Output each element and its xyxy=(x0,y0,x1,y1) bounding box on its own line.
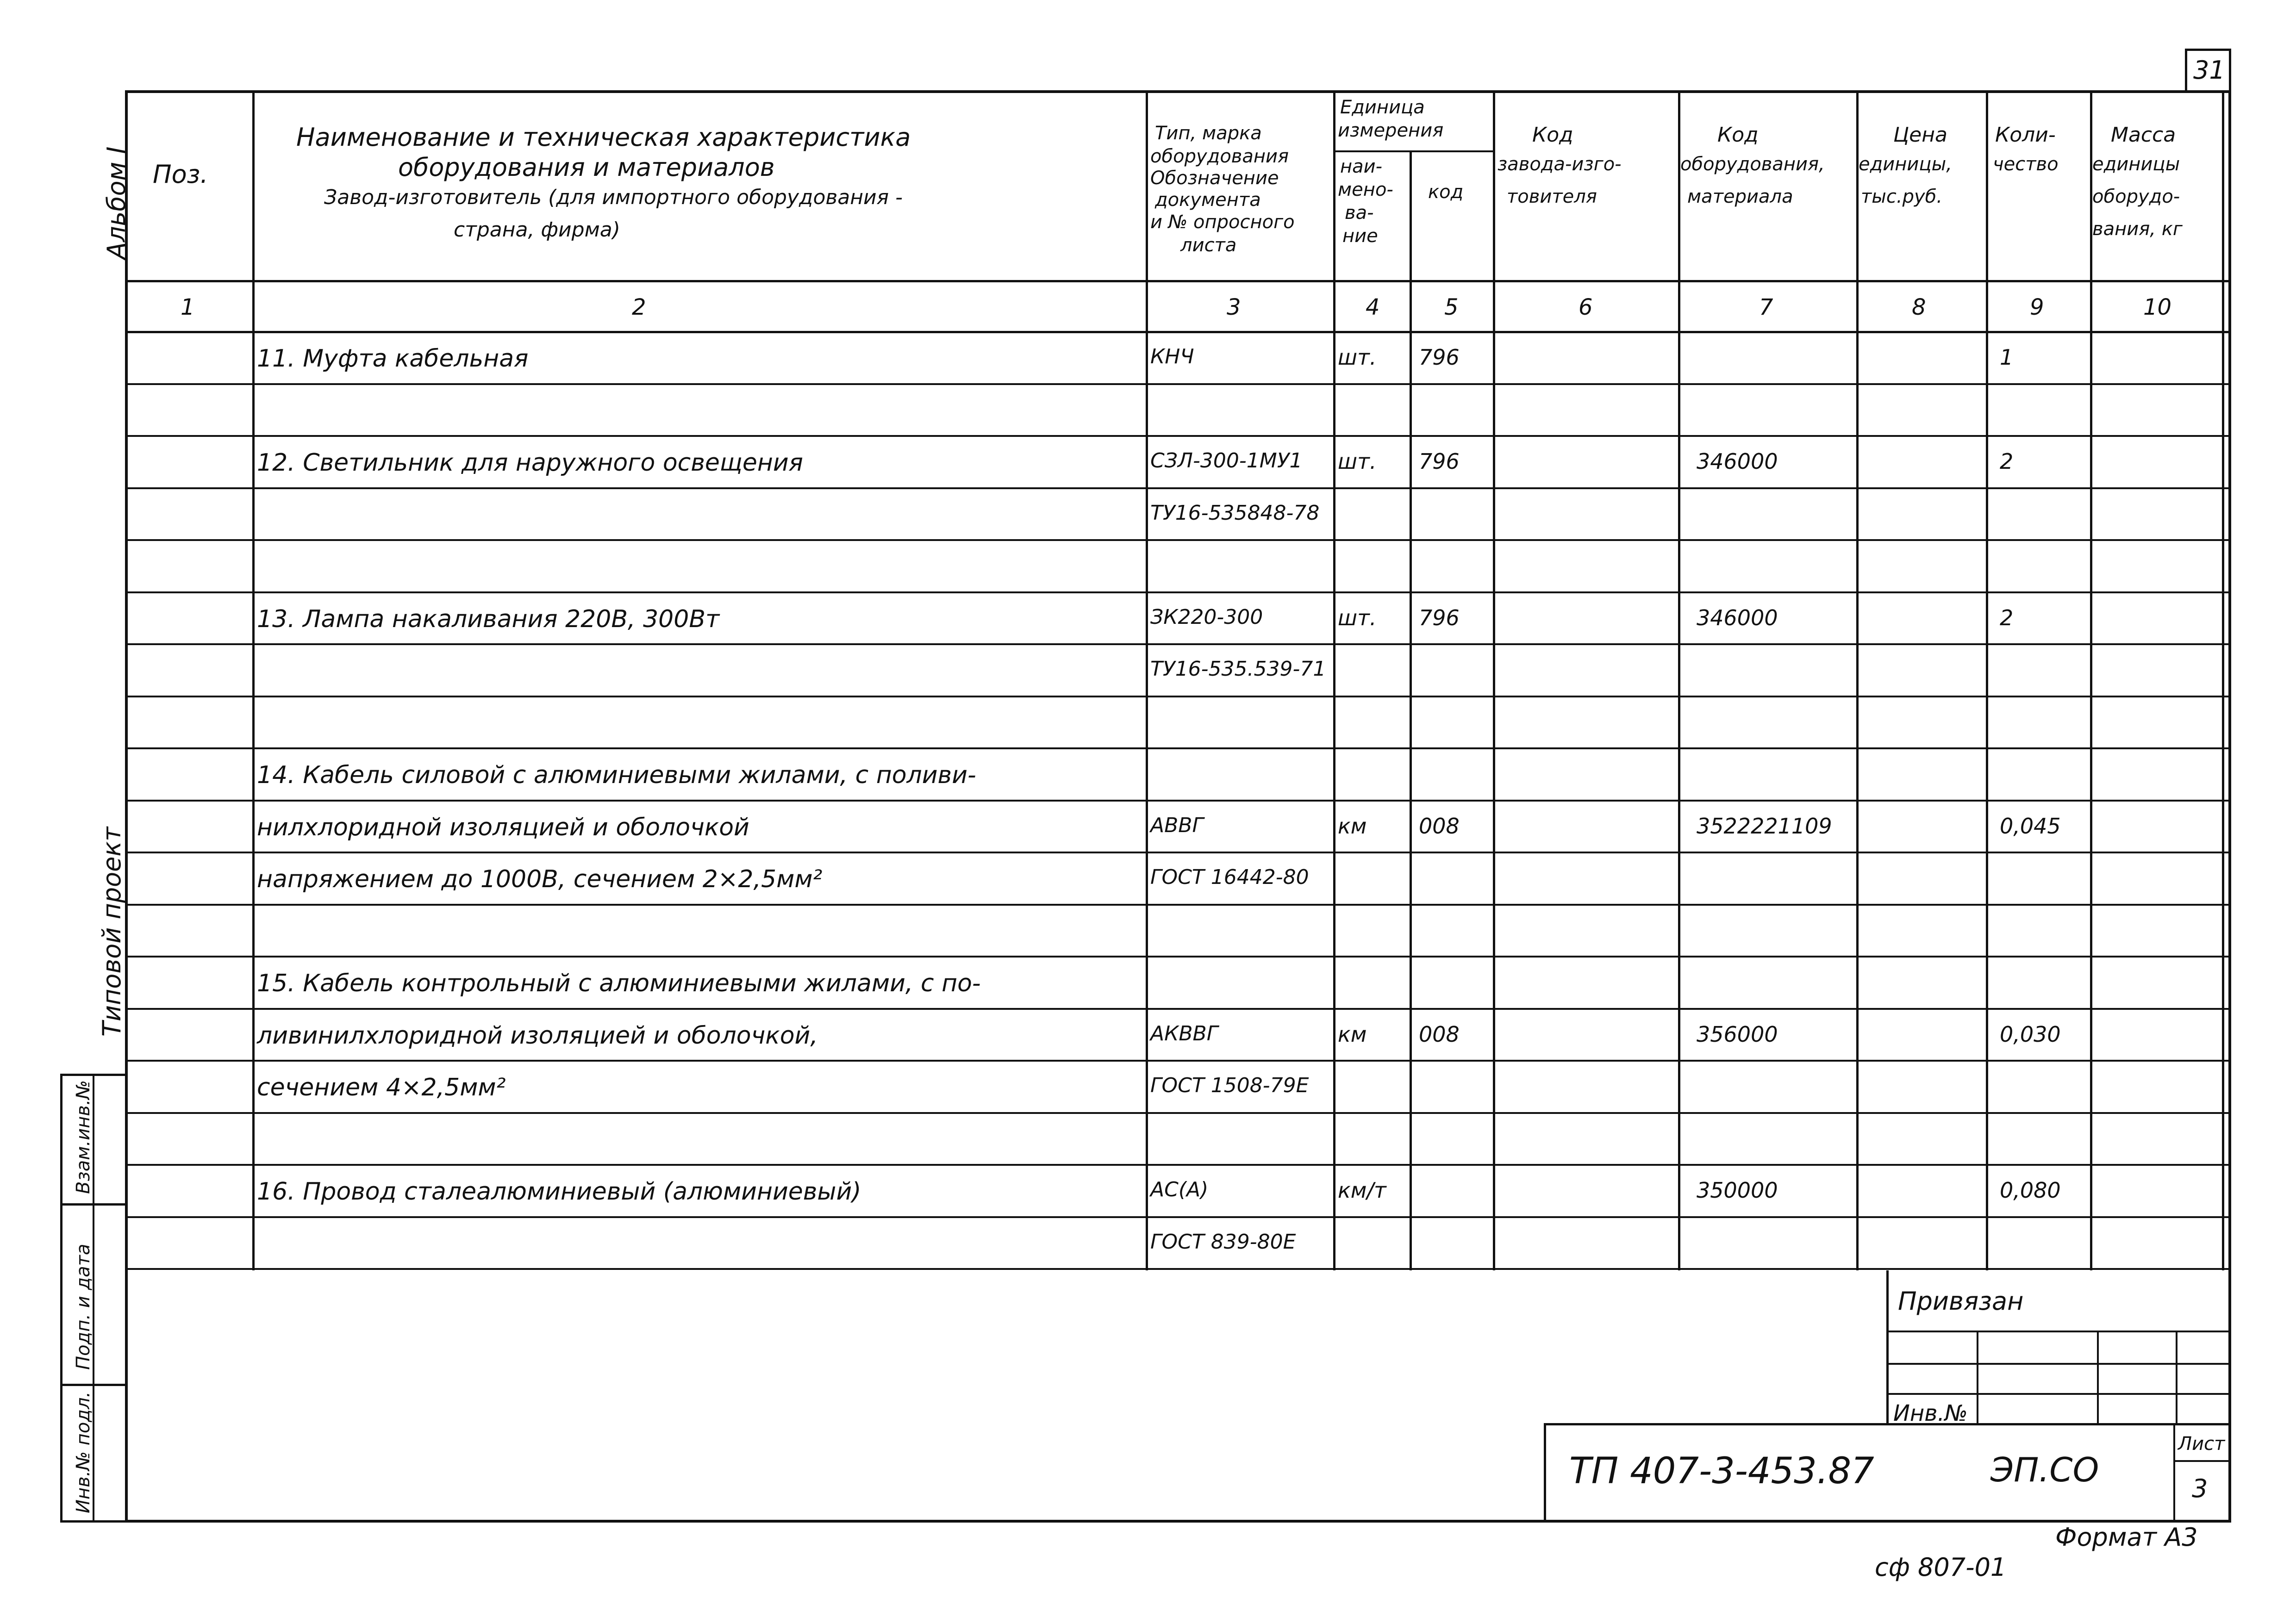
header-type-1: Тип, марка xyxy=(1155,123,1262,144)
colnum-10: 10 xyxy=(2143,294,2172,320)
cell-unit: км xyxy=(1338,1022,1367,1047)
row-line xyxy=(125,696,2231,697)
row-line xyxy=(125,539,2231,541)
cell-type: СЗЛ-300-1МУ1 xyxy=(1150,449,1303,473)
cell-code: 008 xyxy=(1419,1022,1460,1047)
header-equip-2: оборудования, xyxy=(1680,154,1825,175)
header-unit-name-4: ние xyxy=(1342,225,1378,247)
left-margin-line xyxy=(60,1074,62,1523)
col-line-9 xyxy=(2090,93,2092,1270)
colnum-9: 9 xyxy=(2030,294,2044,320)
col-line-10 xyxy=(2222,93,2224,1270)
stamp-sep-1 xyxy=(60,1203,127,1206)
row-line xyxy=(125,487,2231,489)
cell-name: 13. Лампа накаливания 220В, 300Вт xyxy=(257,605,720,633)
tb-sheet-sep xyxy=(2173,1460,2231,1462)
cell-name: 11. Муфта кабельная xyxy=(257,345,529,373)
cell-name: сечением 4×2,5мм² xyxy=(257,1074,506,1101)
cell-unit: шт. xyxy=(1338,345,1377,370)
header-equip-3: материала xyxy=(1687,186,1793,207)
cell-code: 796 xyxy=(1419,605,1460,630)
cell-equip: 350000 xyxy=(1697,1178,1778,1203)
col-line-2 xyxy=(1146,93,1148,1270)
col-line-6 xyxy=(1678,93,1680,1270)
cell-equip: 3522221109 xyxy=(1697,814,1832,839)
colnum-8: 8 xyxy=(1912,294,1926,320)
format-label: Формат А3 xyxy=(2055,1523,2198,1552)
row-line xyxy=(125,435,2231,437)
tied-label: Привязан xyxy=(1898,1287,2024,1316)
cell-equip: 346000 xyxy=(1697,605,1778,630)
header-price-1: Цена xyxy=(1893,123,1947,147)
header-mass-2: единицы xyxy=(2092,154,2180,175)
sheet-value: 3 xyxy=(2192,1474,2208,1503)
doc-mark: ЭП.СО xyxy=(1990,1450,2099,1489)
row-line xyxy=(125,800,2231,802)
header-type-4: документа xyxy=(1155,189,1261,211)
header-qty-2: чество xyxy=(1993,154,2059,175)
tb-doc-left xyxy=(1544,1423,1546,1523)
cell-name: ливинилхлоридной изоляцией и оболочкой, xyxy=(257,1022,818,1050)
cell-type: АС(А) xyxy=(1150,1178,1209,1201)
project-label: Типовой проект xyxy=(97,827,126,1037)
colnum-2: 2 xyxy=(632,294,646,320)
colnum-1: 1 xyxy=(181,294,195,320)
cell-unit: км/т xyxy=(1338,1178,1386,1203)
header-price-2: единицы, xyxy=(1859,154,1952,175)
cell-qty: 1 xyxy=(2000,345,2014,370)
tb-vline-a xyxy=(1886,1270,1889,1423)
cell-qty: 0,080 xyxy=(2000,1178,2061,1203)
col-line-5 xyxy=(1493,93,1495,1270)
stamp-label-3: Инв.№ подл. xyxy=(73,1391,94,1513)
cell-type: КНЧ xyxy=(1150,345,1194,368)
header-type-5: и № опросного xyxy=(1150,211,1295,233)
colnum-bottom xyxy=(125,331,2231,333)
tb-vline-b xyxy=(1977,1331,1978,1423)
colnum-5: 5 xyxy=(1444,294,1459,320)
header-maker-3: товителя xyxy=(1507,186,1597,207)
header-unit-name-2: мено- xyxy=(1338,179,1393,200)
col-line-3 xyxy=(1333,93,1335,1270)
col-line-8 xyxy=(1986,93,1988,1270)
tb-vline-d xyxy=(2176,1331,2177,1423)
doc-number: ТП 407-3-453.87 xyxy=(1569,1450,1874,1492)
header-equip-1: Код xyxy=(1717,123,1759,147)
colnum-7: 7 xyxy=(1759,294,1773,320)
row-line xyxy=(125,852,2231,853)
colnum-3: 3 xyxy=(1227,294,1241,320)
tb-line-2 xyxy=(1886,1363,2231,1365)
header-unit-name-1: наи- xyxy=(1340,156,1383,177)
row-line xyxy=(125,1268,2231,1270)
cell-name: напряжением до 1000В, сечением 2×2,5мм² xyxy=(257,865,823,893)
cell-code: 008 xyxy=(1419,814,1460,839)
sheet-label: Лист xyxy=(2178,1433,2225,1455)
album-label: Альбом I xyxy=(102,146,131,259)
colnum-6: 6 xyxy=(1578,294,1593,320)
header-unit-2: измерения xyxy=(1338,120,1444,141)
row-line xyxy=(125,904,2231,906)
cell-type: ТУ16-535.539-71 xyxy=(1150,657,1326,681)
header-type-2: оборудования xyxy=(1150,146,1289,167)
header-mass-3: оборудо- xyxy=(2092,186,2180,207)
corner-number: 31 xyxy=(2193,56,2225,85)
row-line xyxy=(125,747,2231,749)
header-name-1: Наименование и техническая характеристика xyxy=(296,123,911,152)
col-line-1 xyxy=(252,93,255,1270)
cell-name: 16. Провод сталеалюминиевый (алюминиевый) xyxy=(257,1178,861,1206)
header-maker-2: завода-изго- xyxy=(1497,154,1622,175)
header-qty-1: Коли- xyxy=(1995,123,2056,147)
row-line xyxy=(125,1164,2231,1166)
header-bottom xyxy=(125,280,2231,282)
cell-code: 796 xyxy=(1419,345,1460,370)
cell-qty: 0,030 xyxy=(2000,1022,2061,1047)
cell-type: АКВВГ xyxy=(1150,1022,1218,1045)
row-line xyxy=(125,1112,2231,1114)
stamp-label-2: Подп. и дата xyxy=(73,1244,94,1370)
header-type-3: Обозначение xyxy=(1150,168,1279,189)
header-type-6: листа xyxy=(1180,235,1237,256)
header-unit-name-3: ва- xyxy=(1345,202,1374,224)
cell-name: 15. Кабель контрольный с алюминиевыми жилами, с по- xyxy=(257,970,981,997)
cell-type: ГОСТ 839-80Е xyxy=(1150,1230,1296,1254)
cell-qty: 2 xyxy=(2000,605,2014,630)
tb-line-3 xyxy=(1886,1393,2231,1395)
stamp-top xyxy=(60,1074,127,1076)
header-unit-1: Единица xyxy=(1340,97,1425,118)
stamp-sep-2 xyxy=(60,1384,127,1386)
row-line xyxy=(125,1216,2231,1218)
header-name-2: оборудования и материалов xyxy=(398,153,775,182)
col-line-7 xyxy=(1856,93,1859,1270)
cell-type: ТУ16-535848-78 xyxy=(1150,501,1320,525)
tb-line-4 xyxy=(1544,1423,2231,1425)
tb-sheet-left xyxy=(2173,1423,2175,1523)
row-line xyxy=(125,956,2231,958)
unit-subheader-line xyxy=(1333,150,1493,152)
header-mass-1: Масса xyxy=(2111,123,2176,147)
header-mass-4: вания, кг xyxy=(2092,218,2183,240)
cell-type: ЗК220-300 xyxy=(1150,605,1263,629)
row-line xyxy=(125,383,2231,385)
tb-vline-c xyxy=(2097,1331,2099,1423)
header-name-3: Завод-изготовитель (для импортного оборудования - xyxy=(324,186,903,209)
header-price-3: тыс.руб. xyxy=(1861,186,1943,207)
header-unit-code: код xyxy=(1428,181,1464,203)
cell-unit: шт. xyxy=(1338,605,1377,630)
stamp-label-1: Взам.инв.№ xyxy=(73,1080,94,1194)
colnum-4: 4 xyxy=(1366,294,1380,320)
cell-code: 796 xyxy=(1419,449,1460,474)
header-pos: Поз. xyxy=(153,160,208,189)
col-line-4 xyxy=(1410,150,1412,1270)
header-maker-1: Код xyxy=(1532,123,1573,147)
header-name-4: страна, фирма) xyxy=(454,218,620,242)
inv-label: Инв.№ xyxy=(1893,1400,1968,1426)
cell-equip: 356000 xyxy=(1697,1022,1778,1047)
cell-qty: 0,045 xyxy=(2000,814,2061,839)
cell-unit: км xyxy=(1338,814,1367,839)
row-line xyxy=(125,1008,2231,1010)
cell-unit: шт. xyxy=(1338,449,1377,474)
cell-name: 14. Кабель силовой с алюминиевыми жилами, с поливи- xyxy=(257,761,976,789)
cell-type: АВВГ xyxy=(1150,814,1204,837)
row-line xyxy=(125,591,2231,593)
cell-type: ГОСТ 1508-79Е xyxy=(1150,1074,1309,1097)
cell-name: нилхлоридной изоляцией и оболочкой xyxy=(257,814,749,841)
tb-line-1 xyxy=(1886,1331,2231,1332)
cell-name: 12. Светильник для наружного освещения xyxy=(257,449,803,477)
cell-equip: 346000 xyxy=(1697,449,1778,474)
copy-label: сф 807-01 xyxy=(1875,1553,2007,1582)
row-line xyxy=(125,1060,2231,1062)
cell-qty: 2 xyxy=(2000,449,2014,474)
cell-type: ГОСТ 16442-80 xyxy=(1150,865,1309,889)
row-line xyxy=(125,643,2231,645)
